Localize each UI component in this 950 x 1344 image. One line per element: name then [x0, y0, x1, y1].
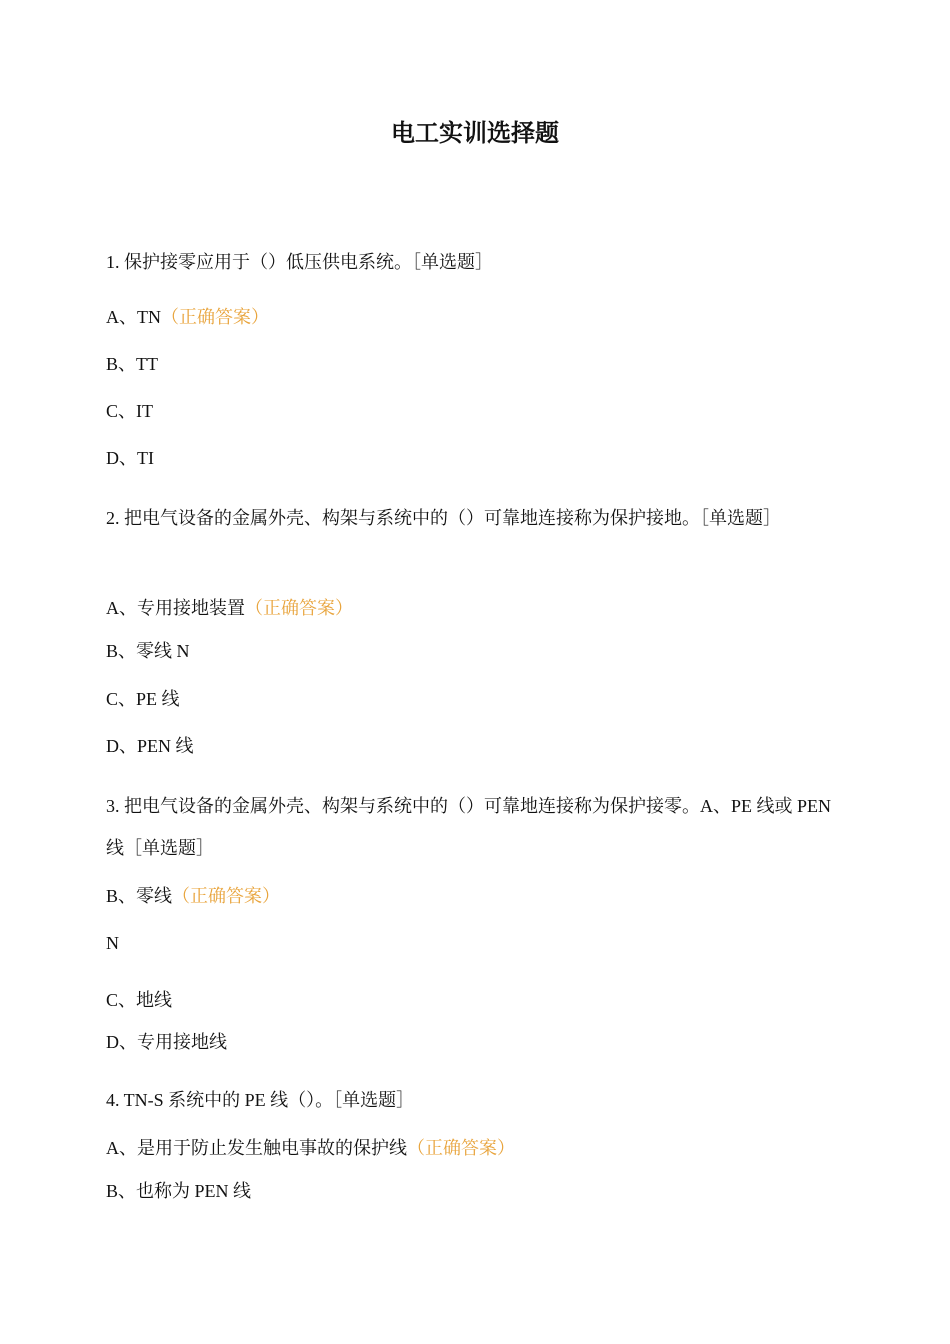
question-2-text: 2. 把电气设备的金属外壳、构架与系统中的（）可靠地连接称为保护接地。［单选题］: [106, 508, 781, 528]
question-4-option-a: [106, 1136, 515, 1160]
question-3-option-c: C、地线: [106, 990, 173, 1010]
question-1-option-d: D、TI: [106, 448, 154, 468]
question-2-option-c: C、PE 线: [106, 689, 180, 709]
question-4-option-b: B、也称为 PEN 线: [106, 1181, 252, 1201]
option-label: A、是用于防止发生触电事故的保护线: [106, 1138, 407, 1158]
correct-answer-mark: （正确答案）: [407, 1138, 515, 1158]
correct-answer-mark: （正确答案）: [161, 307, 269, 327]
question-4-text: 4. TN-S 系统中的 PE 线（）。［单选题］: [106, 1090, 415, 1110]
question-1-option-b: B、TT: [106, 354, 158, 374]
question-1-option-a: [106, 305, 269, 329]
question-3-option-b-continued: N: [106, 933, 119, 953]
question-3-text: 3. 把电气设备的金属外壳、构架与系统中的（）可靠地连接称为保护接零。A、PE 线或 PEN 线［单选题］: [106, 796, 832, 858]
question-2-option-b: B、零线 N: [106, 641, 190, 661]
question-2-option-a: [106, 596, 353, 620]
option-label: B、零线: [106, 886, 173, 906]
question-1-option-c: C、IT: [106, 401, 153, 421]
correct-answer-mark: （正确答案）: [245, 598, 353, 618]
page-title: 电工实训选择题: [391, 119, 559, 147]
question-3-option-d: D、专用接地线: [106, 1032, 227, 1052]
question-2-option-d: D、PEN 线: [106, 736, 194, 756]
option-label: A、专用接地装置: [106, 598, 245, 618]
correct-answer-mark: （正确答案）: [172, 886, 281, 906]
question-3-option-b: [106, 884, 280, 908]
option-label: A、TN: [106, 307, 161, 327]
question-1-text: 1. 保护接零应用于（）低压供电系统。［单选题］: [106, 252, 493, 272]
